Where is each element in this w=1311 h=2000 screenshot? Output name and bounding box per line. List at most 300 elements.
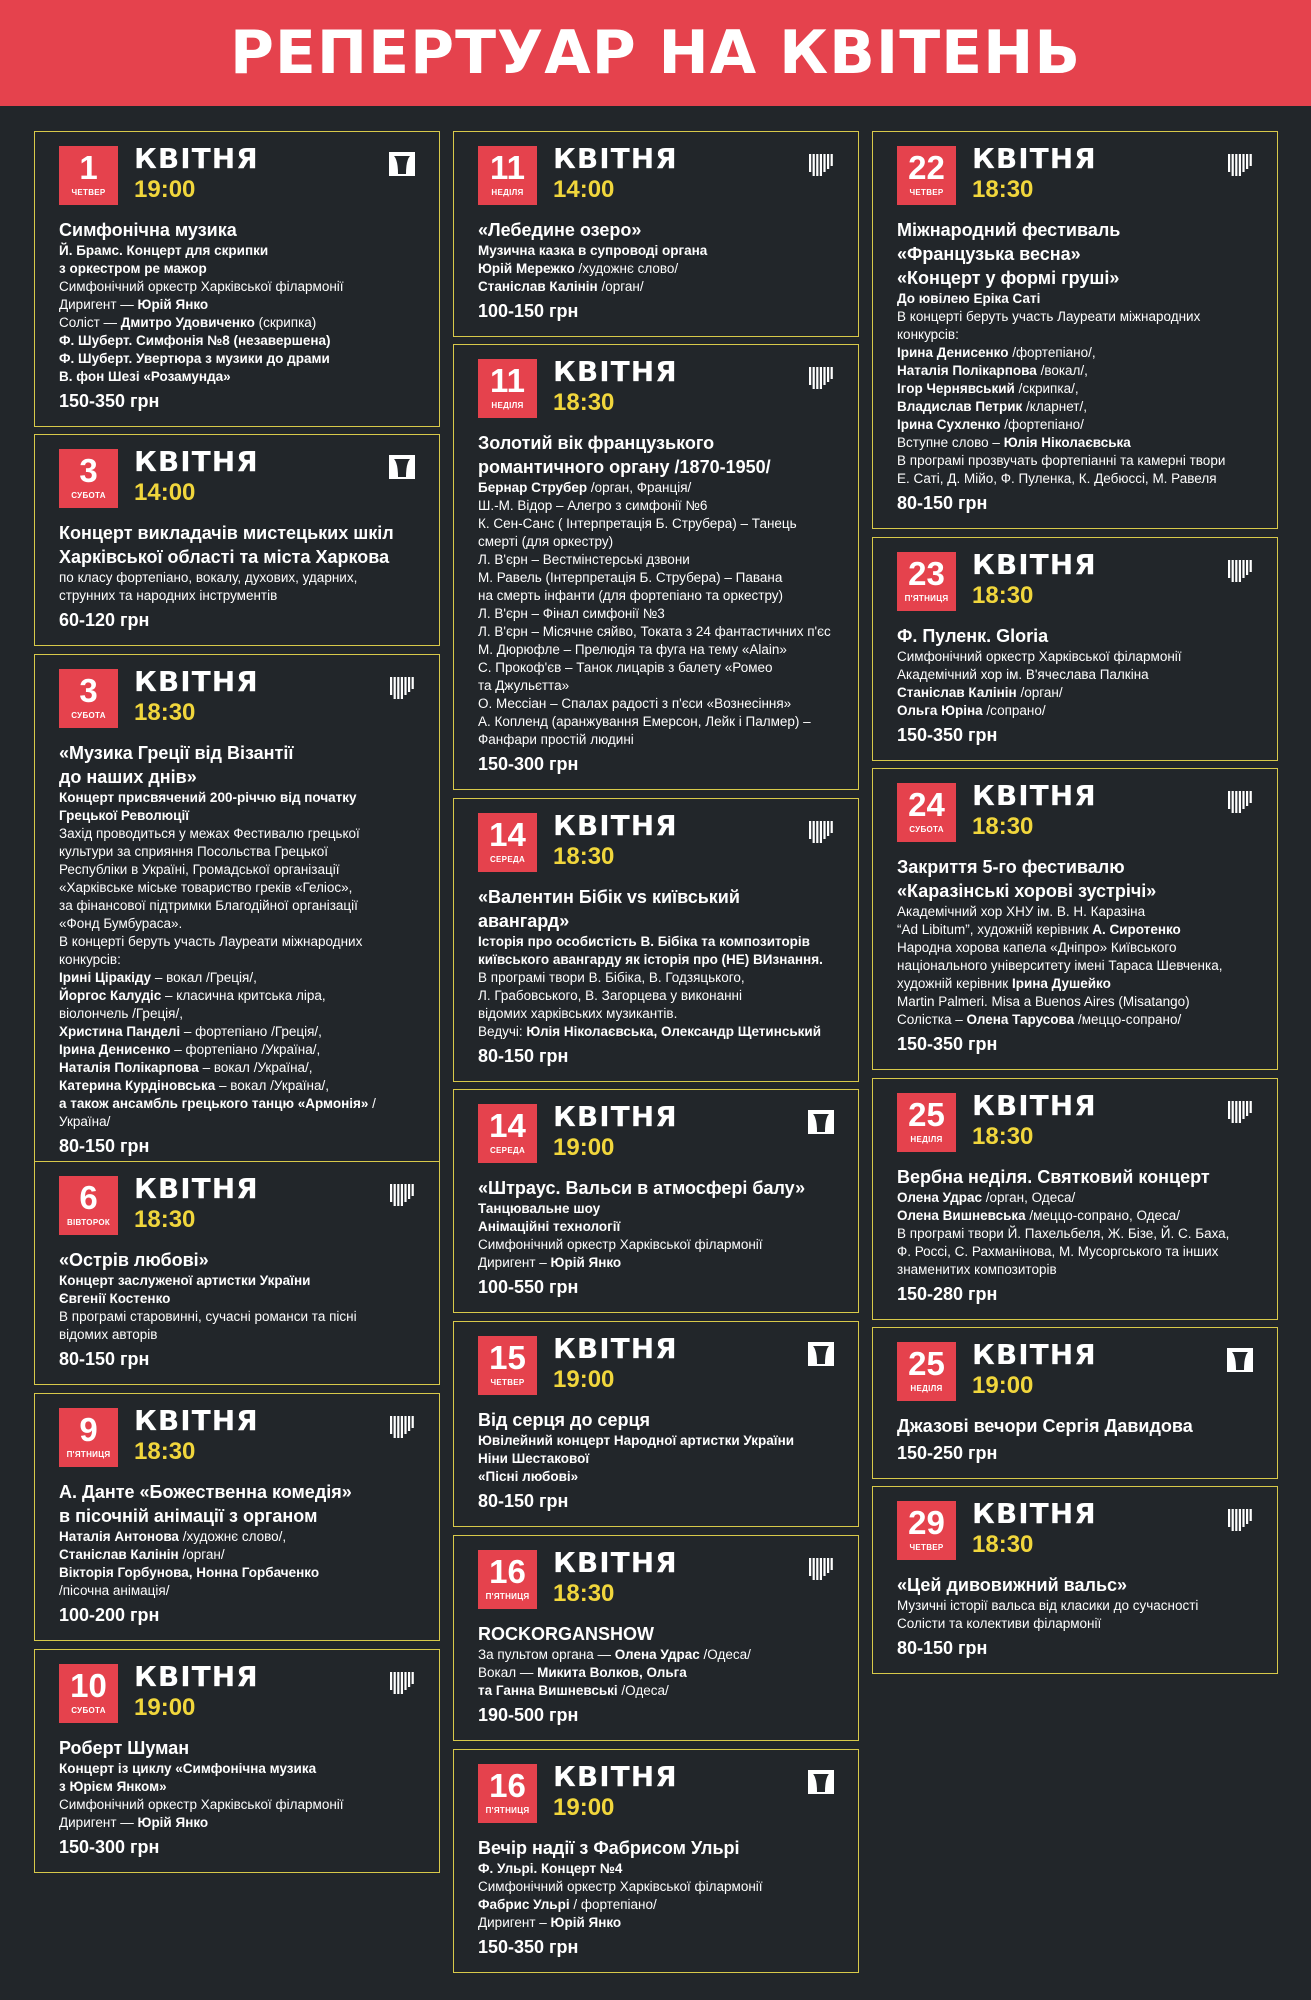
- event-title: Вербна неділя. Святковий концерт: [897, 1167, 1210, 1187]
- event-detail-line: [897, 1225, 1261, 1243]
- event-title: Від серця до серця: [478, 1410, 651, 1430]
- event-detail-line: [478, 1432, 842, 1450]
- event-detail-line: [897, 993, 1261, 1011]
- detail-text: по класу фортепіано, вокалу, духових, ударних,: [59, 570, 358, 585]
- date-day-number: 25: [908, 1345, 945, 1382]
- performer-name: Ірині Ціракіду: [59, 970, 152, 985]
- performer-name: Ірина Сухленко: [897, 417, 1001, 432]
- event-detail-line: [478, 260, 842, 278]
- performer-name: Ф. Шуберт. Симфонія №8 (незавершена): [59, 333, 331, 348]
- event-month: КВІТНЯ: [553, 1332, 678, 1365]
- event-price: 150-350 грн: [59, 391, 160, 411]
- event-title: Харківської області та міста Харкова: [59, 547, 390, 567]
- event-detail-line: [478, 713, 842, 731]
- event-detail-line: [59, 1582, 423, 1600]
- event-detail-line: [59, 368, 423, 386]
- event-time: 18:30: [134, 1438, 196, 1465]
- event-detail-line: [478, 951, 842, 969]
- event-header: [478, 1100, 842, 1176]
- performer-name: Юрій Мережко: [478, 261, 575, 276]
- event-detail-line: [59, 1326, 423, 1344]
- event-detail-line: [897, 452, 1261, 470]
- event-time: 18:30: [972, 176, 1034, 203]
- event-title: «Острів любові»: [59, 1250, 209, 1270]
- date-badge: [897, 1093, 956, 1152]
- performer-name: з Юрієм Янком»: [59, 1779, 167, 1794]
- theater-curtain-icon: [808, 1110, 834, 1134]
- performer-name: Євгенії Костенко: [59, 1291, 171, 1306]
- event-month: КВІТНЯ: [134, 1172, 259, 1205]
- date-badge: [897, 783, 956, 842]
- date-weekday: СЕРЕДА: [489, 855, 526, 864]
- event-detail-line: [59, 915, 423, 933]
- event-card: [453, 1321, 859, 1527]
- event-detail-line: [59, 296, 423, 314]
- detail-text: Симфонічний оркестр Харківської філармонії: [59, 1797, 344, 1812]
- event-title: «Штраус. Вальси в атмосфері балу»: [478, 1178, 806, 1198]
- event-detail-line: [897, 975, 1261, 993]
- event-detail-line: [478, 1914, 842, 1932]
- detail-text: К. Сен-Санс ( Інтерпретація Б. Струбера) – Танець: [478, 516, 797, 531]
- event-header: [59, 1660, 423, 1736]
- date-badge: [478, 1336, 537, 1395]
- detail-text: В програмі твори В. Бібіка, В. Годзяцького,: [478, 970, 745, 985]
- performer-name: Фабрис Ульрі: [478, 1897, 570, 1912]
- date-badge: [478, 359, 537, 418]
- event-month: КВІТНЯ: [553, 809, 678, 842]
- event-price: 150-300 грн: [478, 754, 579, 774]
- event-price: 150-350 грн: [897, 725, 998, 745]
- detail-text: Вступне слово –: [897, 435, 1004, 450]
- detail-text: – вокал /Україна/,: [215, 1078, 329, 1093]
- event-detail-line: [478, 569, 842, 587]
- event-detail-line: [478, 587, 842, 605]
- event-header: [59, 1404, 423, 1480]
- detail-text: Л. В'єрн – Вестмінстерські дзвони: [478, 552, 690, 567]
- event-title: Закриття 5-го фестивалю: [897, 857, 1125, 877]
- performer-name: Юрій Янко: [550, 1255, 622, 1270]
- event-price: 190-500 грн: [478, 1705, 579, 1725]
- detail-text: Симфонічний оркестр Харківської філармонії: [59, 279, 344, 294]
- event-card: [34, 654, 440, 1172]
- performer-name: Йоргос Калудіс: [59, 988, 162, 1003]
- event-detail-line: [478, 1218, 842, 1236]
- performer-name: Юлія Ніколаєвська, Олександр Щетинський: [526, 1024, 822, 1039]
- event-detail-line: [478, 551, 842, 569]
- performer-name: з оркестром ре мажор: [59, 261, 207, 276]
- performer-name: Наталія Полікарпова: [897, 363, 1037, 378]
- event-detail-line: [59, 879, 423, 897]
- event-detail-line: [59, 969, 423, 987]
- performer-name: Ігор Чернявський: [897, 381, 1015, 396]
- detail-text: /меццо-сопрано/: [1074, 1012, 1182, 1027]
- event-detail-line: [897, 702, 1261, 720]
- date-day-number: 9: [79, 1411, 98, 1448]
- event-price: 80-150 грн: [59, 1349, 150, 1369]
- event-title: ROCKORGANSHOW: [478, 1624, 654, 1644]
- detail-text: “Ad Libitum”, художній керівник: [897, 922, 1093, 937]
- event-title: Джазові вечори Сергія Давидова: [897, 1416, 1193, 1436]
- event-detail-line: [59, 1077, 423, 1095]
- event-title: Роберт Шуман: [59, 1738, 190, 1758]
- detail-text: За пультом органа —: [478, 1647, 615, 1662]
- date-day-number: 1: [79, 149, 98, 186]
- event-price: 150-350 грн: [897, 1034, 998, 1054]
- performer-name: Станіслав Калінін: [59, 1547, 179, 1562]
- detail-text: Симфонічний оркестр Харківської філармонії: [897, 649, 1182, 664]
- performer-name: До ювілею Еріка Саті: [897, 291, 1041, 306]
- event-detail-line: [59, 1095, 423, 1131]
- event-price: 150-350 грн: [478, 1937, 579, 1957]
- event-detail-line: [897, 1615, 1261, 1633]
- event-detail-line: [897, 1261, 1261, 1279]
- detail-text: В концерті беруть участь Лауреати міжнародних: [59, 934, 363, 949]
- event-title: романтичного органу /1870-1950/: [478, 457, 771, 477]
- performer-name: Олена Удрас: [897, 1190, 983, 1205]
- event-detail-line: [59, 332, 423, 350]
- event-card: [872, 1078, 1278, 1320]
- date-day-number: 22: [908, 149, 945, 186]
- date-badge: [59, 1664, 118, 1723]
- detail-text: Диригент –: [478, 1915, 551, 1930]
- event-detail-line: [478, 695, 842, 713]
- event-price: 60-120 грн: [59, 610, 150, 630]
- event-price: 80-150 грн: [897, 493, 988, 513]
- date-weekday: П'ЯТНИЦЯ: [66, 1450, 111, 1459]
- date-badge: [897, 552, 956, 611]
- event-detail-line: [897, 434, 1261, 452]
- detail-text: Л. Грабовського, В. Загорцева у виконанні: [478, 988, 743, 1003]
- event-detail-line: [59, 789, 423, 807]
- event-detail-line: [897, 416, 1261, 434]
- event-detail-line: [478, 1896, 842, 1914]
- performer-name: Концерт присвячений 200-річчю від початку: [59, 790, 357, 805]
- event-month: КВІТНЯ: [134, 1404, 259, 1437]
- detail-text: Е. Саті, Д. Мійо, Ф. Пуленка, К. Дебюссі, М. Равеля: [897, 471, 1217, 486]
- event-detail-line: [478, 969, 842, 987]
- event-title: «Цей дивовижний вальс»: [897, 1575, 1128, 1595]
- performer-name: «Пісні любові»: [478, 1469, 579, 1484]
- detail-text: (скрипка): [254, 315, 317, 330]
- performer-name: Наталія Антонова: [59, 1529, 179, 1544]
- date-badge: [897, 146, 956, 205]
- detail-text: Л. В'єрн – Місячне сяйво, Токата з 24 фантастичних п'єс: [478, 624, 831, 639]
- detail-text: конкурсів:: [897, 327, 959, 342]
- event-time: 19:00: [134, 1694, 196, 1721]
- detail-text: Симфонічний оркестр Харківської філармонії: [478, 1879, 763, 1894]
- detail-text: /орган/: [1016, 685, 1063, 700]
- date-weekday: П'ЯТНИЦЯ: [485, 1592, 530, 1601]
- detail-text: – вокал /Україна/,: [198, 1060, 313, 1075]
- performer-name: Ірина Денисенко: [897, 345, 1009, 360]
- event-detail-line: [59, 1272, 423, 1290]
- event-detail-line: [478, 677, 842, 695]
- event-month: КВІТНЯ: [553, 355, 678, 388]
- event-detail-line: [897, 470, 1261, 488]
- performer-name: Юлія Ніколаєвська: [1003, 435, 1131, 450]
- performer-name: Ф. Ульрі. Концерт №4: [478, 1861, 623, 1876]
- performer-name: Микита Волков, Ольга: [537, 1665, 687, 1680]
- performer-name: Юрій Янко: [550, 1915, 622, 1930]
- detail-text: смерті (для оркестру): [478, 534, 614, 549]
- event-time: 18:30: [972, 813, 1034, 840]
- event-detail-line: [59, 1005, 423, 1023]
- event-detail-line: [478, 623, 842, 641]
- event-header: [897, 548, 1261, 624]
- event-header: [59, 665, 423, 741]
- organ-pipes-icon: [389, 675, 415, 699]
- performer-name: Олена Вишневська: [897, 1208, 1026, 1223]
- event-detail-line: [897, 1207, 1261, 1225]
- event-detail-line: [897, 1597, 1261, 1615]
- event-detail-line: [59, 1564, 423, 1582]
- event-detail-line: [897, 921, 1261, 939]
- event-time: 19:00: [553, 1366, 615, 1393]
- event-title: Концерт викладачів мистецьких шкіл: [59, 523, 394, 543]
- detail-text: В програмі старовинні, сучасні романси та пісні: [59, 1309, 357, 1324]
- event-detail-line: [59, 278, 423, 296]
- event-detail-line: [897, 903, 1261, 921]
- event-detail-line: [59, 587, 423, 605]
- detail-text: Академічний хор ім. В'ячеслава Палкіна: [897, 667, 1149, 682]
- date-day-number: 3: [79, 672, 98, 709]
- detail-text: /орган/: [597, 279, 644, 294]
- event-detail-line: [478, 497, 842, 515]
- event-price: 150-250 грн: [897, 1443, 998, 1463]
- event-detail-line: [478, 1878, 842, 1896]
- event-month: КВІТНЯ: [972, 779, 1097, 812]
- date-weekday: СУБОТА: [71, 491, 106, 500]
- performer-name: Наталія Полікарпова: [59, 1060, 199, 1075]
- date-weekday: НЕДІЛЯ: [491, 188, 524, 197]
- event-time: 18:30: [134, 1206, 196, 1233]
- date-weekday: ЧЕТВЕР: [909, 1543, 944, 1552]
- event-card: [872, 768, 1278, 1070]
- event-title: «Валентин Бібік vs київський: [478, 887, 740, 907]
- event-detail-line: [897, 1189, 1261, 1207]
- event-time: 18:30: [553, 389, 615, 416]
- organ-pipes-icon: [1227, 1099, 1253, 1123]
- event-detail-line: [478, 1200, 842, 1218]
- event-title: «Французька весна»: [897, 244, 1081, 264]
- event-card: [453, 131, 859, 337]
- date-weekday: ЧЕТВЕР: [490, 1378, 525, 1387]
- detail-text: /фортепіано/,: [1008, 345, 1096, 360]
- date-day-number: 6: [79, 1179, 98, 1216]
- date-badge: [59, 146, 118, 205]
- detail-text: – класична критська ліра,: [161, 988, 326, 1003]
- performer-name: В. фон Шезі «Розамунда»: [59, 369, 231, 384]
- date-weekday: П'ЯТНИЦЯ: [485, 1806, 530, 1815]
- detail-text: Л. В'єрн – Фінал симфонії №3: [478, 606, 665, 621]
- date-badge: [59, 1408, 118, 1467]
- event-card: [872, 1327, 1278, 1479]
- detail-text: конкурсів:: [59, 952, 121, 967]
- performer-name: Вікторія Горбунова, Нонна Горбаченко: [59, 1565, 320, 1580]
- detail-text: Ш.-М. Відор – Алегро з симфонії №6: [478, 498, 708, 513]
- event-detail-line: [897, 398, 1261, 416]
- event-time: 18:30: [553, 1580, 615, 1607]
- event-detail-line: [59, 825, 423, 843]
- event-header: [897, 1338, 1261, 1414]
- theater-curtain-icon: [808, 1342, 834, 1366]
- date-weekday: СЕРЕДА: [489, 1146, 526, 1155]
- date-day-number: 24: [908, 786, 945, 823]
- detail-text: /кларнет/,: [1022, 399, 1087, 414]
- event-detail-line: [478, 278, 842, 296]
- date-weekday: П'ЯТНИЦЯ: [904, 594, 949, 603]
- performer-name: Танцювальне шоу: [478, 1201, 601, 1216]
- detail-text: / фортепіано/: [569, 1897, 657, 1912]
- event-detail-line: [897, 1011, 1261, 1029]
- detail-text: знаменитих композиторів: [897, 1262, 1057, 1277]
- event-header: [478, 142, 842, 218]
- detail-text: /Одеса/: [699, 1647, 751, 1662]
- date-badge: [897, 1501, 956, 1560]
- detail-text: художній керівник: [897, 976, 1012, 991]
- event-month: КВІТНЯ: [972, 1338, 1097, 1371]
- date-badge: [478, 1764, 537, 1823]
- date-day-number: 3: [79, 452, 98, 489]
- performer-name: Олена Тарусова: [966, 1012, 1075, 1027]
- detail-text: В програмі прозвучать фортепіанні та камерні твори: [897, 453, 1226, 468]
- theater-curtain-icon: [808, 1770, 834, 1794]
- performer-name: Юрій Янко: [137, 297, 209, 312]
- page-title: РЕПЕРТУАР НА КВІТЕНЬ: [229, 18, 1082, 88]
- performer-name: а також ансамбль грецького танцю «Армонія»: [59, 1096, 369, 1111]
- event-month: КВІТНЯ: [553, 142, 678, 175]
- theater-curtain-icon: [389, 455, 415, 479]
- detail-text: /орган/: [178, 1547, 225, 1562]
- event-detail-line: [59, 1023, 423, 1041]
- event-title: «Лебедине озеро»: [478, 220, 642, 240]
- event-detail-line: [478, 242, 842, 260]
- event-detail-line: [897, 308, 1261, 326]
- date-weekday: НЕДІЛЯ: [491, 401, 524, 410]
- event-detail-line: [59, 1796, 423, 1814]
- event-header: [897, 779, 1261, 855]
- event-detail-line: [897, 380, 1261, 398]
- event-detail-line: [478, 533, 842, 551]
- event-card: [34, 1393, 440, 1641]
- event-detail-line: [897, 684, 1261, 702]
- date-day-number: 16: [489, 1767, 526, 1804]
- event-price: 150-280 грн: [897, 1284, 998, 1304]
- date-day-number: 14: [489, 816, 526, 853]
- date-badge: [478, 1550, 537, 1609]
- event-month: КВІТНЯ: [553, 1760, 678, 1793]
- event-detail-line: [478, 1468, 842, 1486]
- event-month: КВІТНЯ: [134, 445, 259, 478]
- date-day-number: 16: [489, 1553, 526, 1590]
- date-weekday: СУБОТА: [71, 1706, 106, 1715]
- event-header: [897, 1497, 1261, 1573]
- detail-text: /художнє слово/,: [178, 1529, 287, 1544]
- event-detail-line: [59, 569, 423, 587]
- date-weekday: ЧЕТВЕР: [909, 188, 944, 197]
- event-detail-line: [59, 1290, 423, 1308]
- event-time: 14:00: [553, 176, 615, 203]
- event-header: [59, 142, 423, 218]
- event-month: КВІТНЯ: [134, 665, 259, 698]
- event-detail-line: [59, 987, 423, 1005]
- event-card: [34, 1649, 440, 1873]
- event-price: 80-150 грн: [478, 1046, 569, 1066]
- event-month: КВІТНЯ: [134, 1660, 259, 1693]
- event-detail-line: [478, 1023, 842, 1041]
- event-detail-line: [478, 659, 842, 677]
- date-weekday: ВІВТОРОК: [66, 1218, 111, 1227]
- organ-pipes-icon: [389, 1670, 415, 1694]
- performer-name: Ніни Шестакової: [478, 1451, 590, 1466]
- organ-pipes-icon: [808, 819, 834, 843]
- performer-name: Концерт заслуженої артистки України: [59, 1273, 311, 1288]
- event-header: [478, 1546, 842, 1622]
- event-title: в пісочній анімації з органом: [59, 1506, 318, 1526]
- event-card: [34, 1161, 440, 1385]
- page-header: [0, 0, 1311, 106]
- event-detail-line: [59, 1778, 423, 1796]
- performer-name: Ірина Душейко: [1011, 976, 1111, 991]
- event-detail-line: [897, 939, 1261, 957]
- performer-name: Музична казка в супроводі органа: [478, 243, 708, 258]
- date-weekday: НЕДІЛЯ: [910, 1135, 943, 1144]
- detail-text: /орган, Франція/: [587, 480, 692, 495]
- detail-text: національного університету імені Тараса Шевченка,: [897, 958, 1223, 973]
- event-time: 19:00: [972, 1372, 1034, 1399]
- event-card: [872, 1486, 1278, 1674]
- theater-curtain-icon: [389, 152, 415, 176]
- event-title: «Каразінські хорові зустрічі»: [897, 881, 1157, 901]
- event-time: 18:30: [972, 1123, 1034, 1150]
- event-detail-line: [478, 605, 842, 623]
- date-day-number: 15: [489, 1339, 526, 1376]
- date-day-number: 25: [908, 1096, 945, 1133]
- event-detail-line: [59, 1041, 423, 1059]
- date-weekday: СУБОТА: [71, 711, 106, 720]
- date-badge: [59, 449, 118, 508]
- organ-pipes-icon: [808, 1556, 834, 1580]
- event-header: [897, 1089, 1261, 1165]
- detail-text: відомих харківських музикантів.: [478, 1006, 678, 1021]
- event-card: [453, 1535, 859, 1741]
- detail-text: Солісти та колективи філармонії: [897, 1616, 1102, 1631]
- event-detail-line: [59, 242, 423, 260]
- event-detail-line: [478, 1450, 842, 1468]
- performer-name: Ф. Шуберт. Увертюра з музики до драми: [59, 351, 330, 366]
- detail-text: Ведучі:: [478, 1024, 527, 1039]
- event-price: 150-300 грн: [59, 1837, 160, 1857]
- date-day-number: 11: [490, 149, 525, 186]
- detail-text: /вокал/,: [1036, 363, 1088, 378]
- event-header: [897, 142, 1261, 218]
- event-card: [453, 1749, 859, 1973]
- event-month: КВІТНЯ: [553, 1546, 678, 1579]
- detail-text: /Одеса/: [617, 1683, 669, 1698]
- detail-text: Диригент —: [59, 1815, 138, 1830]
- date-weekday: ЧЕТВЕР: [71, 188, 106, 197]
- event-card: [453, 798, 859, 1082]
- detail-text: М. Дюрюфле – Прелюдія та фуга на тему «Alain»: [478, 642, 787, 657]
- event-detail-line: [478, 515, 842, 533]
- event-month: КВІТНЯ: [972, 548, 1097, 581]
- event-detail-line: [59, 314, 423, 332]
- event-title: Міжнародний фестиваль: [897, 220, 1121, 240]
- event-title: Вечір надії з Фабрисом Ульрі: [478, 1838, 740, 1858]
- detail-text: – вокал /Греція/,: [151, 970, 257, 985]
- event-time: 19:00: [134, 176, 196, 203]
- date-badge: [59, 1176, 118, 1235]
